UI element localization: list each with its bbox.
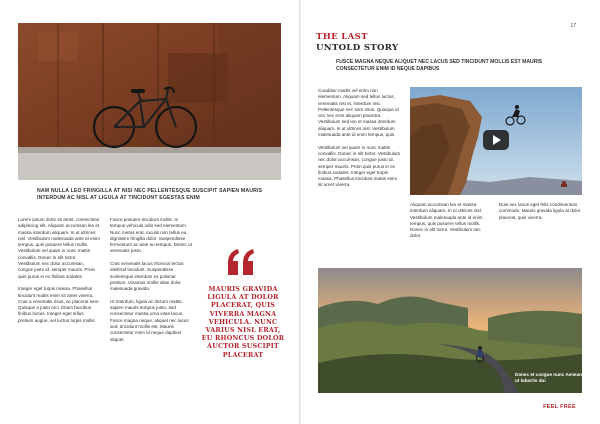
left-column-2 [110, 217, 193, 349]
pull-quote: MAURIS GRAVIDA LIGULA AT DOLOR PLACERAT, QUIS VIVERRA MAGNA VEHICULA. NUNC VARIUS NISL ERAT, EU RHONCUS DOLOR AUCTOR SUSCIPIT PLACERAT [201, 285, 285, 359]
paragraph: Vestibulum vel quam in nunc mattis convallis. Donec in elit tortor. Vestibulum nec dolor accumsan, congue justo id, semper mauris. Proin quis purus in ex finibus sodales. Integer eget turpis massa. Phasellus tincidunt mattis enim sit amet viverra. [318, 144, 401, 188]
right-column-3 [499, 202, 582, 227]
left-caption: NAM NULLA LEO FRINGILLA AT NISI NEC PELLENTESQUE SUSCIPIT SAPIEN MAURIS INTERDUM AC NISL AT LIGULA AT TINCIDUNT EGESTAS ENIM [37, 188, 263, 202]
paragraph: Fusce posuere tincidunt mollis. In tempus vehicula odio sed elementum. Nunc metus erat, iaculis non tellus eu, dignissim fringilla dolor. Suspendisse fermentum ac ante eu tempus. Donec ut venenatis justo. [110, 217, 192, 254]
paragraph: Integer eget turpis massa. Phasellus tincidunt mattis enim sit amet viverra. Cras a venenatis risus, ac placerat sem. Quisque a justo orci. Etiam faucibus finibus luctus. Integer eget tellus pretium augue, vel luctus turpis mollis. [18, 286, 100, 323]
bicycle-photo [18, 23, 281, 180]
play-button[interactable] [483, 130, 509, 150]
paragraph: Curabitur mattis vel enim non elementum. Aliquam sed tellus luctus, venenatis nisi et, interdum nisi. Pellentesque nec sem risus. Quisque id orci nec eros aliquam pharetra. Vestibulum sed leo et massa interdum aliquam. In ut ultrices nisl. Vestibulum malesuada ante id enim tempus, quis. [318, 88, 399, 138]
paragraph: Duis nec lacus eget felis condimentum commodo. Mauris gravida ligula at dolor placerat, quis viverra. [499, 202, 581, 220]
footer-label: FEEL FREE [543, 404, 576, 410]
article-lede: FUSCE MAGNA NEQUE ALIQUET NEC LACUS SED TINCIDUNT MOLLIS EST MAURIS CONSECTETUR ENIM ID NEQUE DAPIBUS [336, 59, 543, 73]
article-title-line2: UNTOLD STORY [316, 43, 399, 53]
paragraph: Aliquam accumsan leo et massa interdum aliquam. In ut ultrices nisl. Vestibulum malesuada ante id enim tempus, quis posuere tellus mollis. Donec in elit tortor. Vestibulum nec dolor. [410, 202, 483, 239]
article-title-line1: THE LAST [316, 32, 368, 42]
photo-caption: Donec et congue nunc Aenean ut lobortis dui [515, 372, 582, 383]
paragraph: Cras venenatis lacus rhoncus lectus eleifend tincidunt. Suspendisse scelerisque interdum ex pulvinar pretium. Vivamus mollis vitae dolor malesuada gravida. [110, 261, 184, 292]
right-column-1 [318, 88, 402, 195]
quote-mark-icon [226, 247, 256, 277]
page-number: 17 [570, 23, 576, 29]
left-column-1 [18, 217, 100, 330]
page-spine [299, 0, 301, 424]
paragraph: Lorem ipsum dolor sit amet, consectetur adipiscing elit. Aliquam accumsan leo et massa interdum aliquam. In ut ultrices nisl. Vestibulum malesuada ante id enim tempus, quis posuere tellus mollis. Vestibulum vel quam in nunc mattis convallis. Donec in elit tortor. Vestibulum nec dolor accumsan, congue justo id, semper mauris. Proin quis purus in ex finibus sodales. [18, 217, 100, 279]
right-column-2 [410, 202, 492, 246]
paragraph: Ut interdum, ligula ac dictum mattis, sapien mauris tempus justo, sed consectetur massa urna vitae lacus. Fusce magna neque, aliquet nec lacus sed, tincidunt mollis est. Mauris consectetur enim id neque dapibus aliquet. [110, 298, 189, 342]
